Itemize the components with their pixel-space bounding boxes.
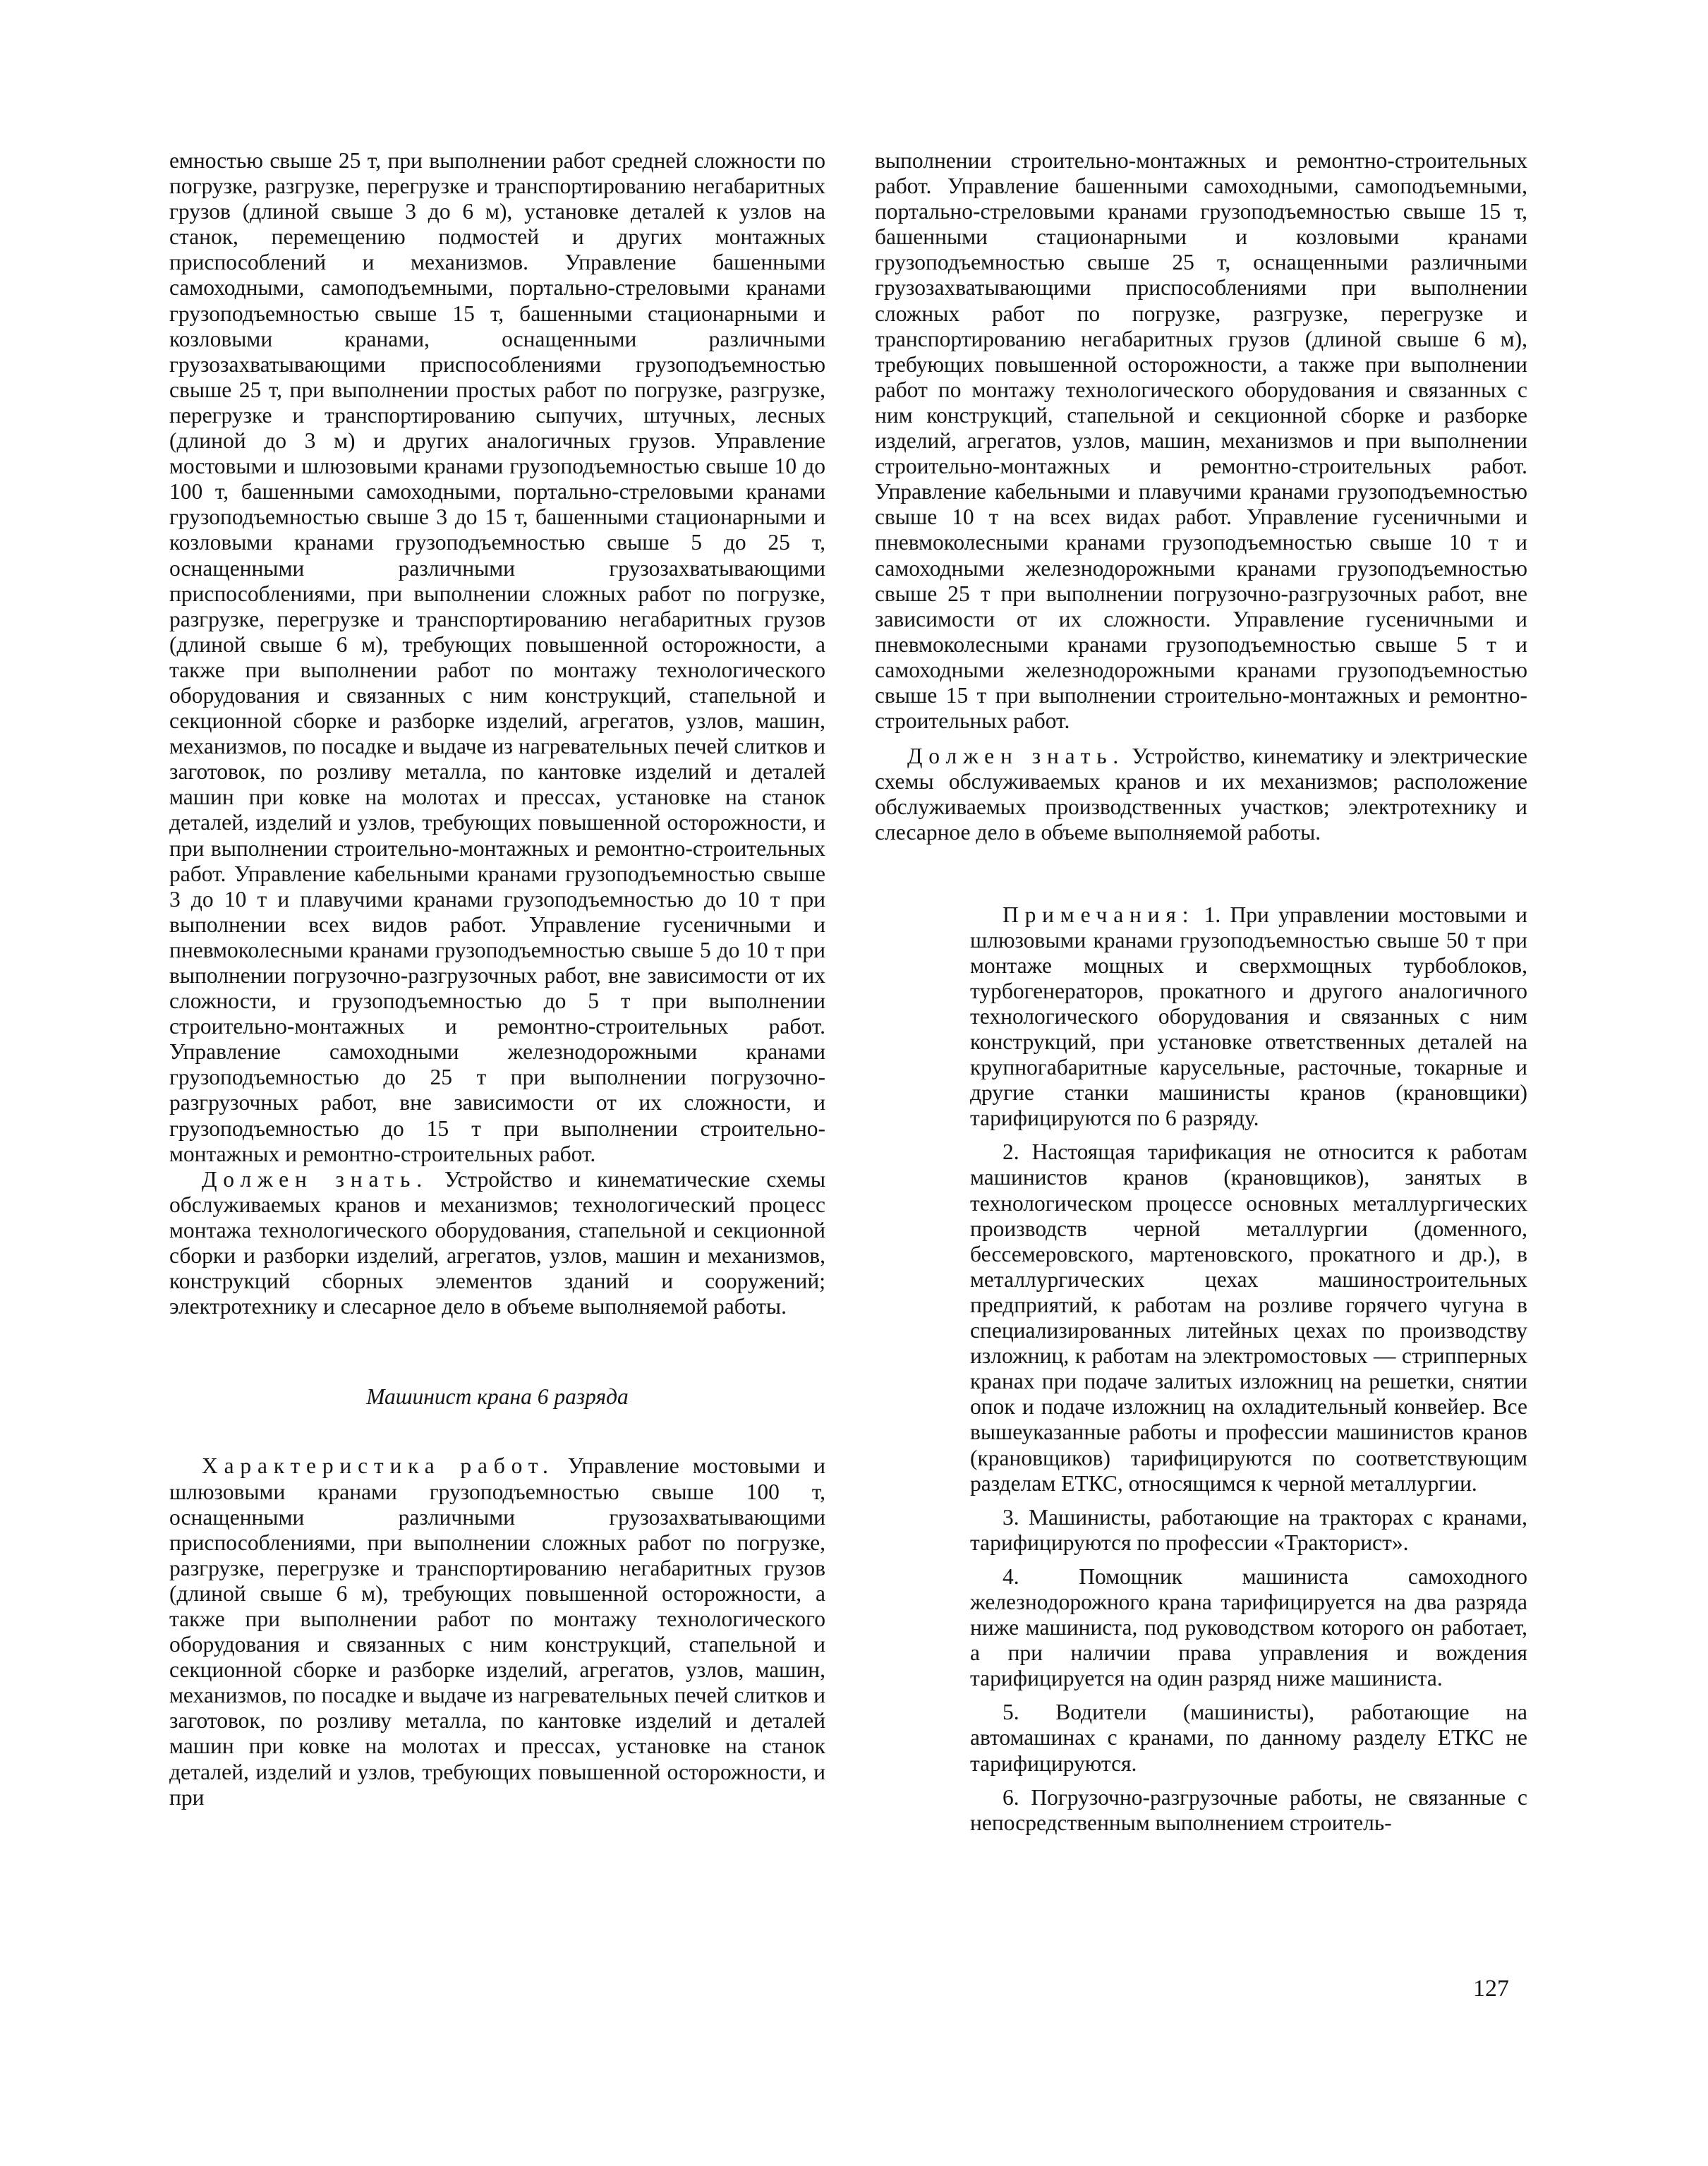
notes-label: Примечания:: [1003, 902, 1195, 927]
note-item: [970, 902, 1527, 1132]
right-column: [875, 148, 1527, 1844]
knowledge-text: Устройство, кинематику и электрические схемы обслуживаемых кранов и их механизмов; расположение обслуживаемых производственных участков; электротехнику и слесарное дело в объеме выполняемой работы.: [875, 744, 1527, 845]
note-item: 4. Помощник машиниста самоходного железнодорожного крана тарифицируется на два разряда ниже машиниста, под руководством которого он работает, а при наличии права управления и вождения тарифицируется на один разряд ниже машиниста.: [970, 1563, 1527, 1691]
characteristics-paragraph: [169, 1453, 825, 1810]
section-heading: Машинист крана 6 разряда: [366, 1384, 629, 1410]
paragraph-continuation: выполнении строительно-монтажных и ремонтно-строительных работ. Управление башенными самоходными, самоподъемными, портально-стреловыми кранами грузоподъемностью свыше 15 т, башенными стационарными и козловыми кранами грузоподъемностью свыше 25 т, оснащенными различными грузозахватывающими приспособлениями при выполнении сложных работ по погрузке, разгрузке, перегрузке и транспортированию негабаритных грузов (длиной свыше 6 м), требующих повышенной осторожности, а также при выполнении работ по монтажу технологического оборудования и связанных с ним конструкций, стапельной и секционной сборке и разборке изделий, агрегатов, узлов, машин, механизмов и при выполнении строительно-монтажных и ремонтно-строительных работ. Управление кабельными и плавучими кранами грузоподъемностью свыше 10 т на всех видах работ. Управление гусеничными и пневмоколесными кранами грузоподъемностью свыше 10 т и самоходными железнодорожными кранами грузоподъемностью свыше 25 т при выполнении погрузочно-разгрузочных работ, вне зависимости от их сложности. Управление гусеничными и пневмоколесными кранами грузоподъемностью свыше 5 т и самоходными железнодорожными кранами грузоподъемностью свыше 15 т при выполнении строительно-монтажных и ремонтно-строительных работ.: [875, 148, 1527, 734]
knowledge-paragraph: [875, 744, 1527, 845]
notes-block: [875, 902, 1527, 1836]
knowledge-label: Должен знать.: [202, 1166, 428, 1192]
note-item: 3. Машинисты, работающие на тракторах с кранами, тарифицируются по профессии «Тракторист».: [970, 1504, 1527, 1555]
paragraph-continuation: емностью свыше 25 т, при выполнении работ средней сложности по погрузке, разгрузке, перегрузке и транспортированию негабаритных грузов (длиной свыше 3 до 6 м), установке деталей к узлов на станок, перемещению подмостей и других монтажных приспособлений и механизмов. Управление башенными самоходными, самоподъемными, портально-стреловыми кранами грузоподъемностью свыше 15 т, башенными стационарными и козловыми кранами, оснащенными различными грузозахватывающими приспособлениями грузоподъемностью свыше 25 т, при выполнении простых работ по погрузке, разгрузке, перегрузке и транспортированию сыпучих, штучных, лесных (длиной до 3 м) и других аналогичных грузов. Управление мостовыми и шлюзовыми кранами грузоподъемностью свыше 10 до 100 т, башенными самоходными, портально-стреловыми кранами грузоподъемностью свыше 3 до 15 т, башенными стационарными и козловыми кранами грузоподъемностью свыше 5 до 25 т, оснащенными различными грузозахватывающими приспособлениями, при выполнении сложных работ по погрузке, разгрузке, перегрузке и транспортированию негабаритных грузов (длиной свыше 6 м), требующих повышенной осторожности, а также при выполнении работ по монтажу технологического оборудования и связанных с ним конструкций, стапельной и секционной сборке и разборке изделий, агрегатов, узлов, машин, механизмов, по посадке и выдаче из нагревательных печей слитков и заготовок, по розливу металла, по кантовке изделий и деталей машин при ковке на молотах и прессах, установке на станок деталей, изделий и узлов, требующих повышенной осторожности, и при выполнении строительно-монтажных и ремонтно-строительных работ. Управление кабельными кранами грузоподъемностью свыше 3 до 10 т и плавучими кранами грузоподъемностью до 10 т при выполнении всех видов работ. Управление гусеничными и пневмоколесными кранами грузоподъемностью свыше 5 до 10 т при выполнении погрузочно-разгрузочных работ, вне зависимости от их сложности, и грузоподъемностью до 5 т при выполнении строительно-монтажных и ремонтно-строительных работ. Управление самоходными железнодорожными кранами грузоподъемностью до 25 т при выполнении погрузочно-разгрузочных работ, вне зависимости от их сложности, и грузоподъемностью до 15 т при выполнении строительно-монтажных и ремонтно-строительных работ.: [169, 148, 825, 1166]
characteristics-label: Характеристика работ.: [202, 1453, 555, 1479]
note-text: 1. При управлении мостовыми и шлюзовыми кранами грузоподъемностью свыше 50 т при монтаже мощных и сверхмощных турбоблоков, турбогенераторов, прокатного и другого аналогичного технологического оборудования и связанных с ним конструкций, при установке ответственных деталей на крупногабаритные карусельные, расточные, токарные и другие станки машинисты кранов (крановщики) тарифицируются по 6 разряду.: [970, 902, 1527, 1131]
note-item: 2. Настоящая тарификация не относится к работам машинистов кранов (крановщиков), занятых в технологическом процессе основных металлургических производств черной металлургии (доменного, бессемеровского, мартеновского, прокатного и др.), в металлургических цехах машиностроительных предприятий, к работам на розливе горячего чугуна в специализированных литейных цехах по производству изложниц, к работам на электромостовых — стрипперных кранах при подаче залитых изложниц на решетки, снятии опок и подаче изложниц на охладительный конвейер. Все вышеуказанные работы и профессии машинистов кранов (крановщиков) тарифицируются по соответствующим разделам ЕТКС, относящимся к черной металлургии.: [970, 1139, 1527, 1496]
knowledge-label: Должен знать.: [907, 744, 1125, 769]
page-number: 127: [1473, 1976, 1509, 2002]
knowledge-paragraph: [169, 1167, 825, 1320]
left-column: [169, 148, 825, 1810]
knowledge-text: Устройство и кинематические схемы обслуживаемых кранов и механизмов; технологический процесс монтажа технологического оборудования, стапельной и секционной сборки и разборки изделий, агрегатов, узлов, машин и механизмов, конструкций сборных элементов зданий и сооружений; электротехнику и слесарное дело в объеме выполняемой работы.: [169, 1166, 826, 1319]
note-item: 5. Водители (машинисты), работающие на автомашинах с кранами, по данному разделу ЕТКС не тарифицируются.: [970, 1700, 1527, 1776]
characteristics-text: Управление мостовыми и шлюзовыми кранами грузоподъемностью свыше 100 т, оснащенными различными грузозахватывающими приспособлениями, при выполнении сложных работ по погрузке, разгрузке, перегрузке и транспортированию негабаритных грузов (длиной свыше 6 м), требующих повышенной осторожности, а также при выполнении работ по монтажу технологического оборудования и связанных с ним конструкций, стапельной и секционной сборке и разборке изделий, агрегатов, узлов, машин, механизмов, по посадке и выдаче из нагревательных печей слитков и заготовок, по розливу металла, по кантовке изделий и деталей машин при ковке на молотах и прессах, установке на станок деталей, изделий и узлов, требующих повышенной осторожности, и при: [169, 1453, 826, 1810]
note-item: 6. Погрузочно-разгрузочные работы, не связанные с непосредственным выполнением строитель-: [970, 1784, 1527, 1835]
